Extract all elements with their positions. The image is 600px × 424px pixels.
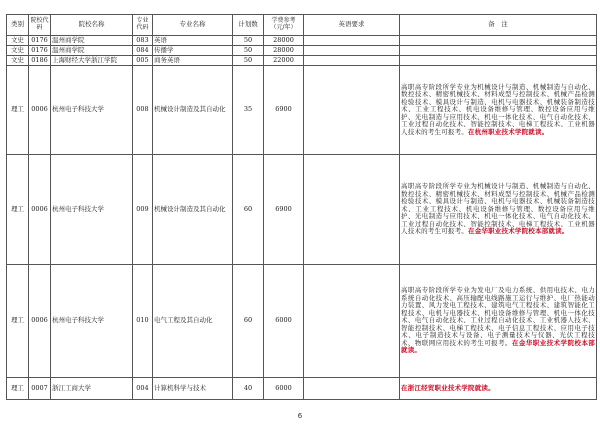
cell-major-name: 计算机科学与技术 bbox=[153, 378, 233, 400]
cell-major-code: 009 bbox=[133, 155, 153, 265]
cell-category: 文史 bbox=[7, 36, 29, 46]
table-row bbox=[7, 378, 597, 400]
cell-school-code: 0007 bbox=[29, 378, 51, 400]
cell-category: 文史 bbox=[7, 56, 29, 66]
header-row bbox=[7, 15, 597, 36]
cell-remarks bbox=[400, 155, 597, 265]
cell-school-name: 杭州电子科技大学 bbox=[51, 265, 133, 378]
cell-school-code: 0006 bbox=[29, 66, 51, 155]
cell-category: 理工 bbox=[7, 66, 29, 155]
cell-remarks bbox=[400, 36, 597, 46]
cell-major-name: 机械设计制造及其自动化 bbox=[153, 66, 233, 155]
cell-category: 理工 bbox=[7, 378, 29, 400]
table-row bbox=[7, 46, 597, 56]
cell-remarks bbox=[400, 66, 597, 155]
cell-tuition: 6000 bbox=[264, 265, 304, 378]
cell-school-code: 0176 bbox=[29, 46, 51, 56]
cell-plan: 40 bbox=[233, 378, 264, 400]
cell-plan: 35 bbox=[233, 66, 264, 155]
cell-remarks bbox=[400, 56, 597, 66]
cell-school-name: 温州商学院 bbox=[51, 36, 133, 46]
cell-remarks bbox=[400, 378, 597, 400]
cell-tuition: 6900 bbox=[264, 155, 304, 265]
admissions-table bbox=[6, 14, 597, 400]
cell-plan: 60 bbox=[233, 265, 264, 378]
cell-plan: 50 bbox=[233, 36, 264, 46]
cell-english-req bbox=[304, 378, 400, 400]
header-school-code: 院校代码 bbox=[29, 15, 51, 36]
cell-tuition: 22000 bbox=[264, 56, 304, 66]
cell-english-req bbox=[304, 46, 400, 56]
cell-school-code: 0006 bbox=[29, 265, 51, 378]
page-number: 6 bbox=[297, 412, 303, 420]
cell-major-code: 005 bbox=[133, 56, 153, 66]
cell-school-name: 温州商学院 bbox=[51, 46, 133, 56]
cell-school-name: 杭州电子科技大学 bbox=[51, 66, 133, 155]
cell-english-req bbox=[304, 265, 400, 378]
cell-major-code: 004 bbox=[133, 378, 153, 400]
header-remarks: 备 注 bbox=[400, 15, 597, 36]
header-english-req: 英语要求 bbox=[304, 15, 400, 36]
cell-school-code: 0006 bbox=[29, 155, 51, 265]
remark-text: 高职高专阶段所学专业为机械设计与制造、机械制造与自动化、数控技术、精密机械技术、材料成型与控制技术、机械产品检测检验技术、模具设计与制造、电机与电器技术、机械装备制造技术、工业工程技术、机电设备维修与管理、数控设备应用与维护、光电制造与应用技术、机电一体化技术、电气自动化技术、工业过程自动化技术、智能控制技术、电梯工程技术、工业机器人技术的考生可报考。 bbox=[401, 82, 595, 136]
table-row bbox=[7, 155, 597, 265]
cell-english-req bbox=[304, 66, 400, 155]
cell-category: 理工 bbox=[7, 155, 29, 265]
cell-school-name: 浙江工商大学 bbox=[51, 378, 133, 400]
remark-highlight: 在金华职业技术学院校本部就读。 bbox=[401, 338, 596, 355]
cell-plan: 50 bbox=[233, 46, 264, 56]
cell-major-code: 084 bbox=[133, 46, 153, 56]
cell-major-name: 机械设计制造及其自动化 bbox=[153, 155, 233, 265]
remark-text: 高职高专阶段所学专业为机械设计与制造、机械制造与自动化、数控技术、精密机械技术、材料成型与控制技术、机械产品检测检验技术、模具设计与制造、电机与电器技术、机械装备制造技术、工业工程技术、机电设备维修与管理、数控设备应用与维护、光电制造与应用技术、机电一体化技术、电气自动化技术、工业过程自动化技术、智能控制技术、电梯工程技术、工业机器人技术的考生可报考。 bbox=[401, 182, 595, 236]
table-row bbox=[7, 66, 597, 155]
cell-remarks bbox=[400, 265, 597, 378]
cell-plan: 60 bbox=[233, 155, 264, 265]
header-plan: 计划数 bbox=[233, 15, 264, 36]
remark-highlight: 在金华职业技术学院校本部就读。 bbox=[468, 227, 569, 236]
cell-school-name: 杭州电子科技大学 bbox=[51, 155, 133, 265]
cell-plan: 50 bbox=[233, 56, 264, 66]
cell-tuition: 6900 bbox=[264, 66, 304, 155]
header-tuition: 学费参考（元/年） bbox=[264, 15, 304, 36]
cell-category: 理工 bbox=[7, 265, 29, 378]
header-school-name: 院校名称 bbox=[51, 15, 133, 36]
header-major-code: 专业代码 bbox=[133, 15, 153, 36]
table-row bbox=[7, 56, 597, 66]
cell-school-name: 上海财经大学浙江学院 bbox=[51, 56, 133, 66]
cell-major-name: 商务英语 bbox=[153, 56, 233, 66]
cell-tuition: 6000 bbox=[264, 378, 304, 400]
cell-english-req bbox=[304, 155, 400, 265]
cell-school-code: 0186 bbox=[29, 56, 51, 66]
cell-category: 文史 bbox=[7, 46, 29, 56]
remark-highlight: 在杭州职业技术学院就读。 bbox=[468, 127, 549, 136]
cell-major-name: 电气工程及其自动化 bbox=[153, 265, 233, 378]
table-row bbox=[7, 36, 597, 46]
remark-highlight: 在浙江经贸职业技术学院就读。 bbox=[401, 383, 495, 392]
remark-text: 高职高专阶段所学专业为发电厂及电力系统、供用电技术、电力系统自动化技术、高压输配电线路施工运行与维护、电厂热能动力装置、风力发电工程技术、建筑电气工程技术、建筑智能化工程技术、电机与电器技术、机电设备维修与管理、机电一体化技术、电气自动化技术、工业过程自动化技术、工业机器人技术、智能控制技术、电梯工程技术、电子信息工程技术、应用电子技术、电子制造技术与设备、电子测量技术与仪器、光伏工程技术、物联网应用技术的考生可报考。 bbox=[401, 286, 595, 347]
cell-major-name: 英语 bbox=[153, 36, 233, 46]
cell-tuition: 28000 bbox=[264, 46, 304, 56]
cell-major-code: 083 bbox=[133, 36, 153, 46]
cell-school-code: 0176 bbox=[29, 36, 51, 46]
cell-english-req bbox=[304, 56, 400, 66]
table-row bbox=[7, 265, 597, 378]
cell-english-req bbox=[304, 36, 400, 46]
cell-tuition: 28000 bbox=[264, 36, 304, 46]
cell-major-code: 008 bbox=[133, 66, 153, 155]
header-major-name: 专业名称 bbox=[153, 15, 233, 36]
header-category: 类别 bbox=[7, 15, 29, 36]
cell-major-code: 010 bbox=[133, 265, 153, 378]
cell-major-name: 传播学 bbox=[153, 46, 233, 56]
cell-remarks bbox=[400, 46, 597, 56]
